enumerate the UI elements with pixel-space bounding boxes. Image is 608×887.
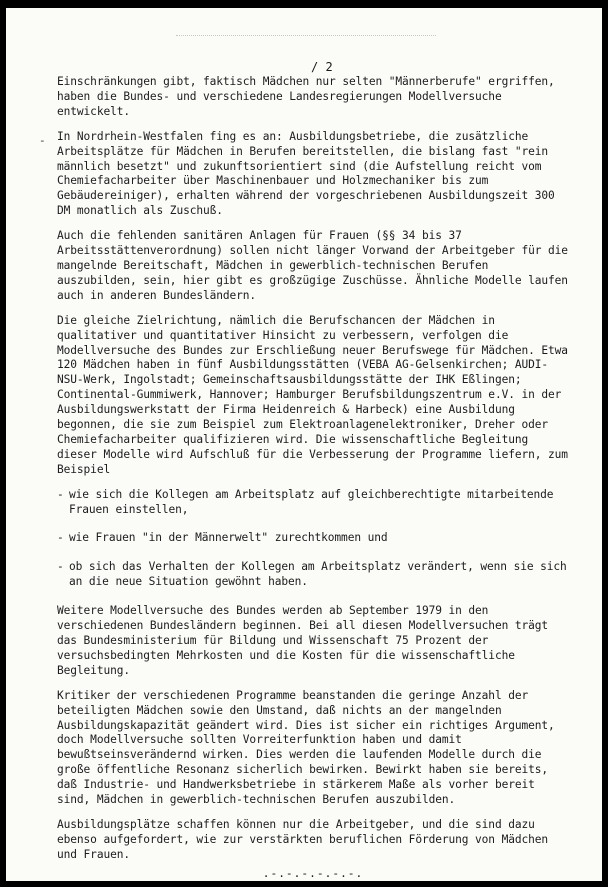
bullet-list xyxy=(57,488,569,591)
document-body xyxy=(57,75,569,881)
section-divider: .-.-.-.-.-.-. xyxy=(262,866,364,880)
list-item: - wie sich die Kollegen am Arbeitsplatz auf gleichberechtigte mitarbeitende Frauen einstellen, xyxy=(57,488,569,518)
paragraph-4: Die gleiche Zielrichtung, nämlich die Berufschancen der Mädchen in qualitativer und quantitativer Hinsicht zu verbessern, verfolgen die Modellversuche des Bundes zur Erschließung neuer Berufswege für Mädchen. Etwa 120 Mädchen haben in fünf Ausbildungsstätten (VEBA AG-Gelsenkirchen; AUDI-NSU-Werk, Ingolstadt; Gemeinschaftsausbildungsstätte der IHK Eßlingen; Continental-Gummiwerk, Hannover; Hamburger Berufsbildungszentrum e.V. in der Ausbildungswerkstatt der Firma Heidenreich & Harbeck) eine Ausbildung begonnen, die sie zum Beispiel zum Elektroanlagenelektroniker, Dreher oder Chemiefacharbeiter qualifizieren wird. Die wissenschaftliche Begleitung dieser Modelle wird Aufschluß für die Verbesserung der Programme liefern, zum Beispiel xyxy=(57,313,568,476)
paragraph-5: Weitere Modellversuche des Bundes werden ab September 1979 in den verschiedenen Bundesländern beginnen. Bei all diesen Modellversuchen trägt das Bundesministerium für Bildung und Wissenschaft 75 Prozent der versuchsbedingten Mehrkosten und die Kosten für die wissenschaftliche Begleitung. xyxy=(57,604,549,677)
paragraph-7: Ausbildungsplätze schaffen können nur die Arbeitgeber, und die sind dazu ebenso aufgefordert, wie zur verstärkten beruflichen Förderung von Mädchen und Frauen. xyxy=(57,817,549,861)
paragraph-2: In Nordrhein-Westfalen fing es an: Ausbildungsbetriebe, die zusätzliche Arbeitsplätze für Mädchen in Berufen bereitstellen, die bislang fast "rein männlich besetzt" und zukunftsorientiert sind (die Aufstellung reicht vom Chemiefacharbeiter über Maschinenbauer und Holzmechaniker bis zum Gebäudereiniger), erhalten während der vorgeschriebenen Ausbildungszeit 300 DM monatlich als Zuschuß. xyxy=(57,129,555,218)
list-item: - wie Frauen "in der Männerwelt" zurechtkommen und xyxy=(57,531,569,546)
page-number: / 2 xyxy=(311,60,333,74)
margin-mark: - xyxy=(39,134,46,147)
list-item: - ob sich das Verhalten der Kollegen am Arbeitsplatz verändert, wenn sie sich an die neue Situation gewöhnt haben. xyxy=(57,560,569,590)
document-page xyxy=(6,8,602,881)
scan-artifact xyxy=(176,35,436,38)
paragraph-3: Auch die fehlenden sanitären Anlagen für Frauen (§§ 34 bis 37 Arbeitsstättenverordnung) sollen nicht länger Vorwand der Arbeitgeber für die mangelnde Bereitschaft, Mädchen in gewerblich-technischen Berufen auszubilden, sein, hier gibt es großzügige Zuschüsse. Ähnliche Modelle laufen auch in anderen Bundesländern. xyxy=(57,229,568,302)
paragraph-1: Einschränkungen gibt, faktisch Mädchen nur selten "Männerberufe" ergriffen, haben die Bundes- und verschiedene Landesregierungen Modellversuche entwickelt. xyxy=(57,75,555,118)
paragraph-6: Kritiker der verschiedenen Programme beanstanden die geringe Anzahl der beteiligten Mädchen sowie den Umstand, daß nichts an der mangelnden Ausbildungskapazität geändert wird. Dies ist sicher ein richtiges Argument, doch Modellversuche sollten Vorreiterfunktion haben und damit bewußtseinsverändernd wirken. Dies werden die laufenden Modelle durch die große öffentliche Resonanz sicherlich bewirken. Bewirkt haben sie bereits, daß Industrie- und Handwerksbetriebe in stärkerem Maße als vorher bereit sind, Mädchen in gewerblich-technischen Berufen auszubilden. xyxy=(57,688,555,807)
